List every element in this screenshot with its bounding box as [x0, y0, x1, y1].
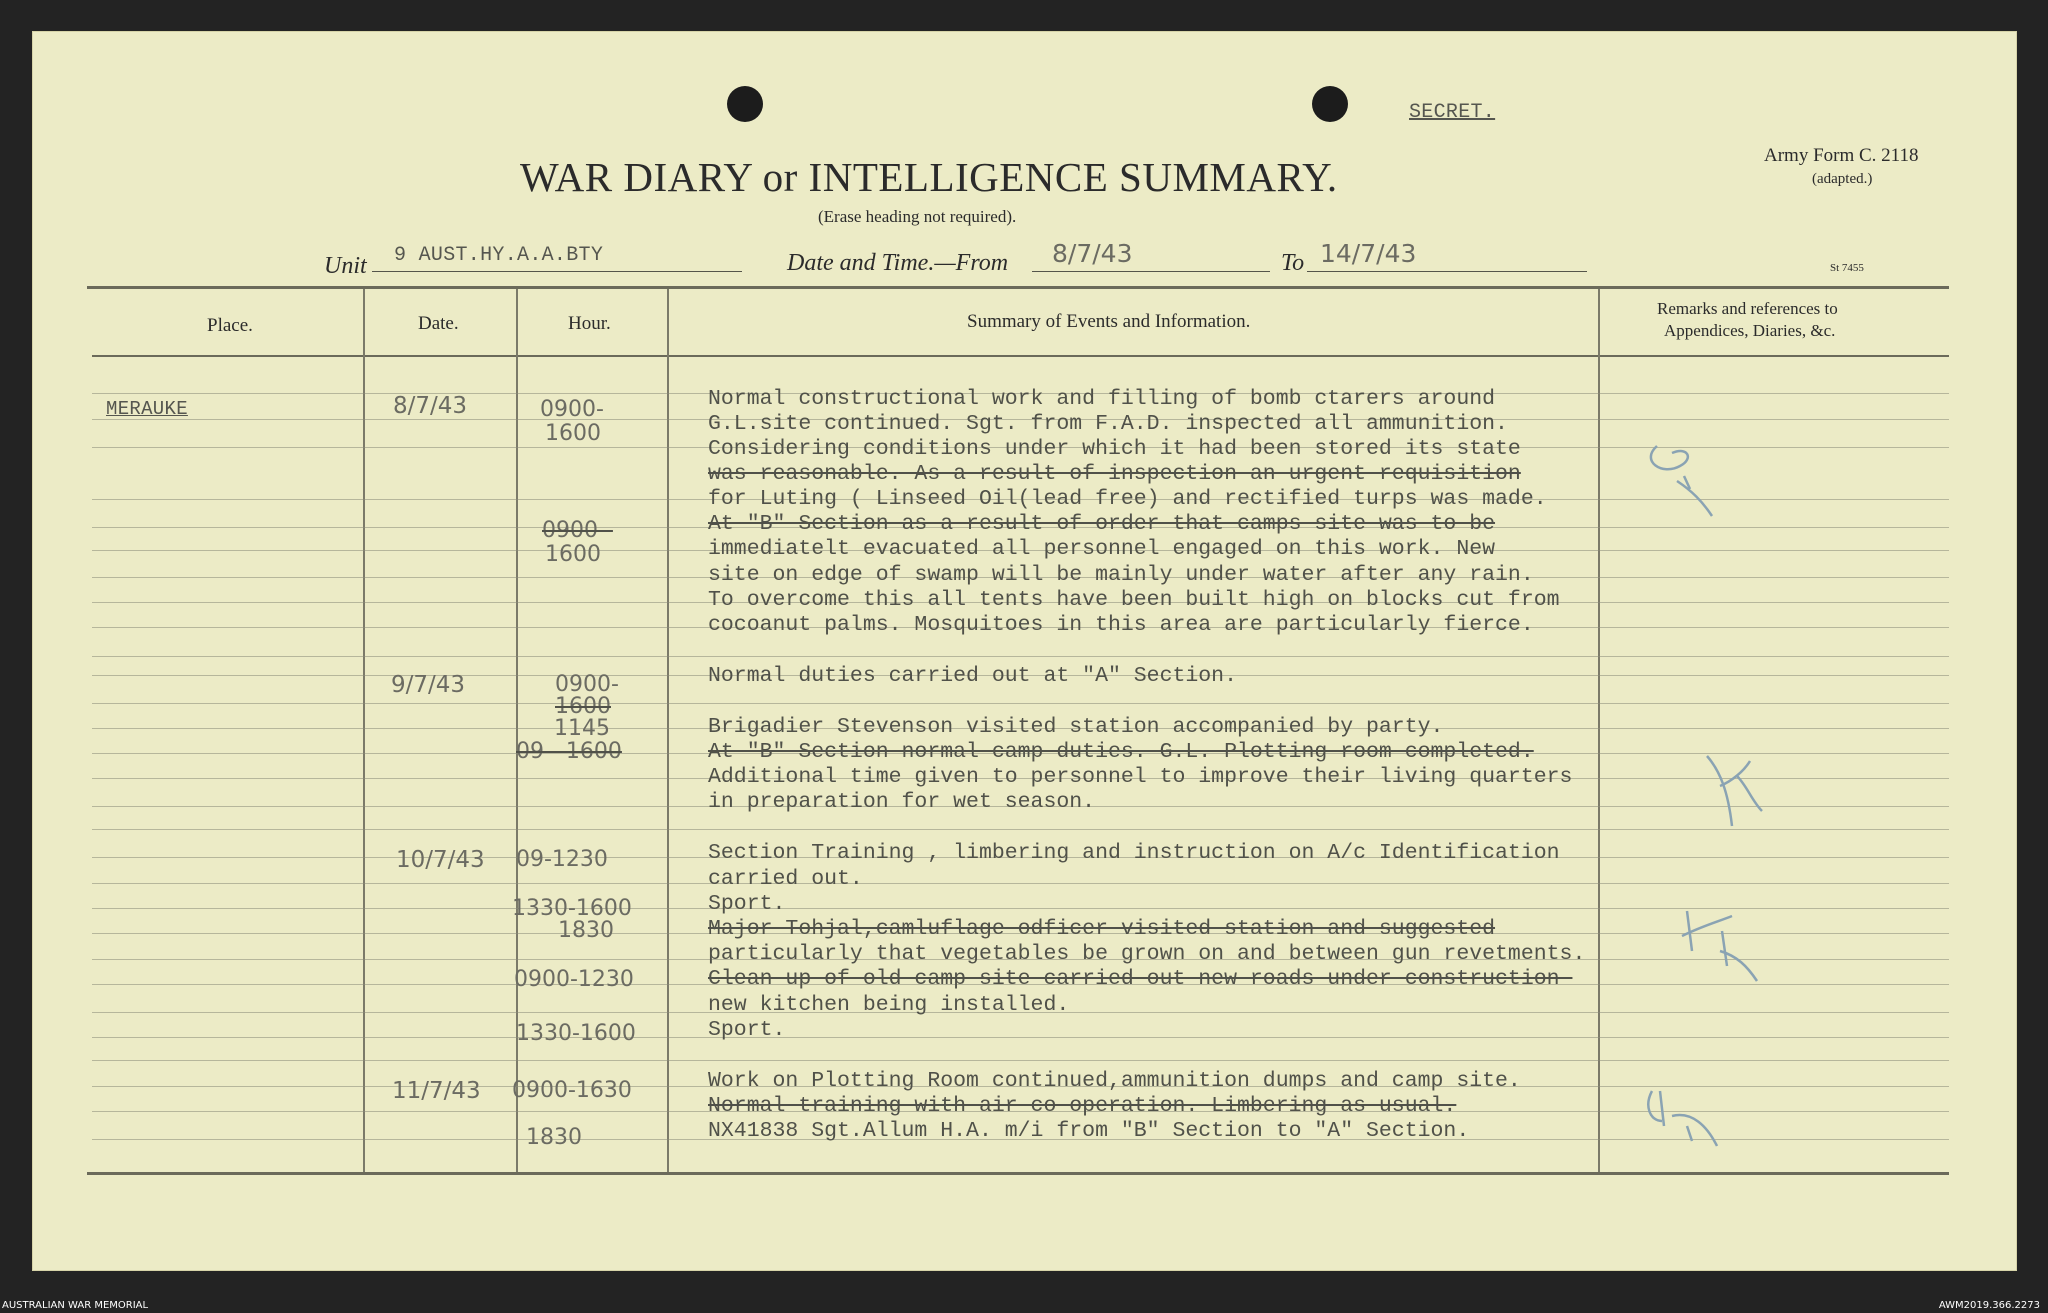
ruled-line: [92, 883, 1949, 884]
footer-reference: AWM2019.366.2273: [1938, 1300, 2040, 1311]
unit-label: Unit: [324, 253, 367, 279]
ruled-line: [92, 1037, 1949, 1038]
ruled-line: [92, 1060, 1949, 1061]
entry-date: 9/7/43: [391, 672, 466, 698]
army-form-number: Army Form C. 2118: [1764, 145, 1919, 166]
ruled-line: [92, 829, 1949, 830]
summary-line: new kitchen being installed.: [708, 993, 1070, 1017]
summary-line: Normal training with air co-operation. Limbering as usual.: [708, 1094, 1457, 1118]
entry-hour: 0900-1230: [514, 967, 634, 992]
entry-hour: 1600: [555, 694, 611, 719]
entry-date: 8/7/43: [393, 393, 468, 419]
summary-line: cocoanut palms. Mosquitoes in this area are particularly fierce.: [708, 613, 1534, 637]
summary-line: immediatelt evacuated all personnel engaged on this work. New: [708, 537, 1496, 561]
column-header-remarks: Remarks and references to: [1657, 299, 1838, 318]
summary-line: for Luting ( Linseed Oil(lead free) and rectified turps was made.: [708, 487, 1547, 511]
column-divider: [363, 289, 365, 1172]
footer-institution: AUSTRALIAN WAR MEMORIAL: [2, 1300, 149, 1311]
date-from-value: 8/7/43: [1052, 239, 1133, 268]
entry-hour: 09-1230: [516, 847, 608, 872]
entry-hour: 1600: [545, 421, 601, 446]
army-form-adapted: (adapted.): [1812, 171, 1873, 187]
header-divider: [92, 355, 1949, 357]
summary-line: Normal constructional work and filling of bomb ctarers around: [708, 387, 1496, 411]
summary-line: particularly that vegetables be grown on and between gun revetments.: [708, 942, 1586, 966]
summary-line: in preparation for wet season.: [708, 790, 1096, 814]
entry-hour: 0900-1630: [512, 1078, 632, 1103]
date-time-label: Date and Time.—From: [787, 250, 1009, 276]
column-header-place: Place.: [207, 315, 253, 336]
entry-date: 11/7/43: [392, 1078, 481, 1104]
stock-number: St 7455: [1830, 262, 1864, 274]
summary-line: site on edge of swamp will be mainly under water after any rain.: [708, 563, 1534, 587]
ruled-line: [92, 703, 1949, 704]
ruled-line: [92, 656, 1949, 657]
punch-hole: [1312, 86, 1348, 122]
summary-line: Sport.: [708, 1018, 786, 1042]
document-page: [32, 31, 2017, 1271]
form-subtitle: (Erase heading not required).: [818, 207, 1017, 226]
summary-line: Sport.: [708, 892, 786, 916]
column-header-date: Date.: [418, 313, 459, 334]
entry-hour: 1145: [554, 716, 610, 741]
handwritten-initials: [1672, 731, 1792, 841]
summary-line: At "B" Section as a result of order that camps site was to be: [708, 512, 1496, 536]
to-underline: [1307, 271, 1587, 272]
summary-line: Major Tohjal,camluflage odficer visited station and suggested: [708, 917, 1496, 941]
form-title: WAR DIARY or INTELLIGENCE SUMMARY.: [520, 154, 1338, 200]
entry-hour: 1600: [545, 542, 601, 567]
handwritten-initials: [1592, 1066, 1752, 1166]
summary-line: Section Training , limbering and instruction on A/c Identification: [708, 841, 1560, 865]
place-value: MERAUKE: [106, 398, 188, 420]
entry-hour: 09 - 1600: [516, 739, 622, 764]
entry-hour: 1830: [558, 918, 614, 943]
summary-line: Brigadier Stevenson visited station accompanied by party.: [708, 715, 1444, 739]
unit-underline: [372, 271, 742, 272]
handwritten-initials: [1642, 891, 1782, 991]
entry-hour: 1330-1600: [516, 1021, 636, 1046]
table-bottom-rule: [87, 1172, 1949, 1175]
summary-line: carried out.: [708, 867, 863, 891]
summary-line: Clean-up of old camp site carried out-new roads under construction-: [708, 967, 1573, 991]
entry-hour: 1830: [526, 1125, 582, 1150]
entry-hour: 1330-1600: [512, 896, 632, 921]
handwritten-initials: [1602, 421, 1752, 531]
column-header-summary: Summary of Events and Information.: [967, 311, 1251, 332]
summary-line: Considering conditions under which it had been stored its state: [708, 437, 1521, 461]
from-underline: [1032, 271, 1270, 272]
summary-line: NX41838 Sgt.Allum H.A. m/i from "B" Section to "A" Section.: [708, 1119, 1470, 1143]
secret-stamp: SECRET.: [1409, 101, 1496, 124]
to-label: To: [1281, 250, 1305, 276]
summary-line: was reasonable. As a result of inspection an urgent requisition: [708, 462, 1521, 486]
entry-hour: 0900 -: [542, 518, 613, 543]
summary-line: Work on Plotting Room continued,ammunition dumps and camp site.: [708, 1069, 1521, 1093]
entry-hour: 0900-: [555, 672, 619, 697]
summary-line: G.L.site continued. Sgt. from F.A.D. inspected all ammunition.: [708, 412, 1508, 436]
summary-line: To overcome this all tents have been built high on blocks cut from: [708, 588, 1560, 612]
column-header-hour: Hour.: [568, 313, 611, 334]
entry-hour: 0900-: [540, 397, 604, 422]
summary-line: Additional time given to personnel to improve their living quarters: [708, 765, 1573, 789]
punch-hole: [727, 86, 763, 122]
entry-date: 10/7/43: [396, 847, 485, 873]
column-header-remarks-sub: Appendices, Diaries, &c.: [1664, 321, 1836, 340]
column-divider: [667, 289, 669, 1172]
date-to-value: 14/7/43: [1320, 239, 1417, 268]
table-top-rule: [87, 286, 1949, 289]
summary-line: Normal duties carried out at "A" Section.: [708, 664, 1237, 688]
unit-value: 9 AUST.HY.A.A.BTY: [394, 244, 604, 267]
summary-line: At "B" Section normal camp duties. G.L. Plotting room completed.: [708, 740, 1534, 764]
column-divider: [1598, 289, 1600, 1172]
